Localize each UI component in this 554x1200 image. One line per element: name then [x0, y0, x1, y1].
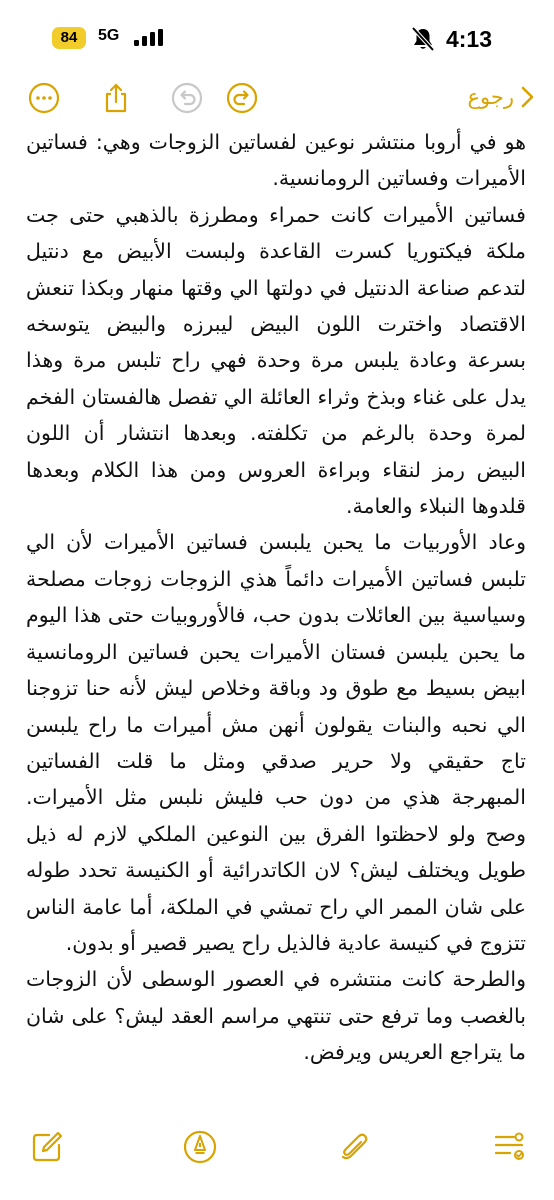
- note-paragraph: فساتين الأميرات كانت حمراء ومطرزة بالذهبي حتى جت ملكة فيكتوريا كسرت القاعدة ولبست الأبيض مع دنتيل لتدعم صناعة الدنتيل في دولتها الي وقتها منهار وبكذا تنعش الاقتصاد واخترت اللون البيض ليبرزه والبيض يتوسخه بسرعة وعادة يلبس مرة وحدة فهي راح تلبس مرة وهذا يدل على غناء وبذخ وثراء العائلة الي تفصل هالفستان الفخم لمرة وحدة بالرغم من تكلفته. وبعدها انتشار أن اللون البيض رمز لنقاء وبراءة العروس ومن هذا الكلام وبعدها قلدوها النبلاء والعامة.: [26, 202, 526, 519]
- more-icon[interactable]: [28, 82, 60, 114]
- note-paragraph: هو في أروبا منتشر نوعين لفساتين الزوجات وهي: فساتين الأميرات وفساتين الرومانسية.: [26, 130, 526, 191]
- network-type: 5G: [98, 27, 120, 44]
- attachment-icon[interactable]: [337, 1130, 371, 1164]
- battery-indicator: 84: [52, 27, 86, 49]
- bottom-toolbar: [0, 1130, 554, 1180]
- back-label: رجوع: [467, 85, 514, 109]
- checklist-icon[interactable]: [492, 1130, 526, 1164]
- note-paragraph: والطرحة كانت منتشره في العصور الوسطى لأن الزوجات بالغصب وما ترفع حتى تنتهي مراسم العقد ليش؟ على شان ما يتراجع العريس ويرفض.: [26, 967, 526, 1065]
- note-paragraph: وعاد الأوربيات ما يحبن يلبسن فساتين الأميرات لأن الي تلبس فساتين الأميرات دائماً هذي الزوجات زوجات مصلحة وسياسية بين العائلات بدون حب، فالأوروبيات حتى هذا اليوم ما يحبن يلبسن فستان الأميرات يحبن فساتين الرومانسية ابيض بسيط مع طوق ود وباقة وخلاص ليش لأنه حنا تزوجنا الي نحبه والبنات يقولون أنهن مش أميرات ما راح يلبسن تاج حقيقي ولا حرير صدقي ومثل ما قلت الفساتين المبهرجة هذي من دون حب فليش نلبس مثل الأميرات. وصح ولو لاحظتوا الفرق بين النوعين الملكي لازم له ذيل طويل ويختلف ليش؟ لان الكاتدرائية أو الكنيسة تحدد طوله على شان الممر الي راح تمشي في الملكة، أما عامة الناس تتزوج في كنيسة عادية فالذيل راح يصير قصير أو بدون.: [26, 530, 526, 955]
- signal-icon: [133, 29, 163, 47]
- undo-icon[interactable]: [171, 82, 203, 114]
- redo-icon[interactable]: [226, 82, 258, 114]
- share-icon[interactable]: [100, 82, 132, 114]
- back-button[interactable]: [467, 85, 534, 109]
- note-body[interactable]: [26, 124, 526, 1074]
- status-time: 4:13: [445, 26, 492, 52]
- markup-pen-icon[interactable]: [183, 1130, 217, 1164]
- bell-slash-icon: [410, 26, 436, 52]
- chevron-right-icon: [520, 86, 534, 108]
- compose-icon[interactable]: [30, 1130, 64, 1164]
- notes-toolbar: [0, 70, 554, 126]
- status-bar: [0, 0, 554, 70]
